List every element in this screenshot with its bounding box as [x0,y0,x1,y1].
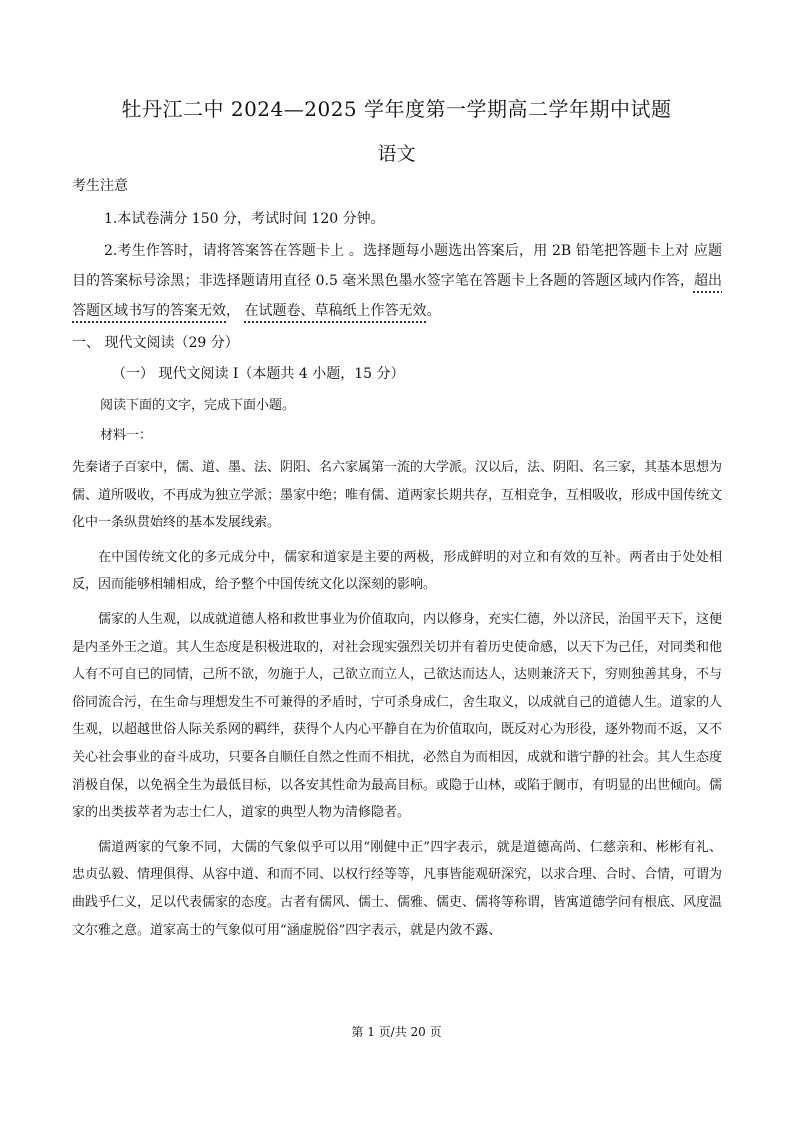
passage-paragraph: 先秦诸子百家中，儒、道、墨、法、阴阳、名六家属第一流的大学派。汉以后，法、阴阳、名三家，其基本思想为儒、道所吸收，不再成为独立学派；墨家中绝；唯有儒、道两家长期共存，互相竞争，互相吸收，形成中国传统文化中一条纵贯始终的基本发展线索。 [72,460,723,531]
emphasis-invalid-draft: 在试题卷、草稿纸上作答无效 [244,303,427,319]
notice-heading: 考生注意 [72,178,128,194]
reading-instruction: 阅读下面的文字，完成下面小题。 [100,398,296,413]
section-heading: 一、 现代文阅读（29 分） [72,335,239,351]
subject-title: 语文 [377,143,416,165]
notice-item-1: 1.本试卷满分 150 分，考试时间 120 分钟。 [104,211,385,227]
subsection-heading: （一） 现代文阅读 I（本题共 4 小题，15 分） [112,366,405,382]
notice-item-2-text: 2.考生作答时，请将答案答在答题卡上 。选择题每小题选出答案后，用 2B 铅笔把答题卡上对 应题目的答案标号涂黑；非选择题请用直径 0.5 毫米黑色墨水签字笔在答题卡上各题的答题区域内作答， [72,243,722,289]
notice-end: 。 [426,303,441,319]
exam-title: 牡丹江二中 2024—2025 学年度第一学期高二学年期中试题 [121,97,672,121]
passage-paragraph: 在中国传统文化的多元成分中，儒家和道家是主要的两极，形成鲜明的对立和有效的互补。两者由于处处相反，因而能够相辅相成，给予整个中国传统文化以深刻的影响。 [72,549,722,593]
notice-separator: ， [226,303,245,319]
reading-passage [72,454,722,944]
emphasis-invalid-area: 超出答题区域书写的答案无效 [72,273,723,319]
passage-paragraph: 儒家的人生观，以成就道德人格和救世事业为价值取向，内以修身，充实仁德，外以济民，治国平天下，这便是内圣外王之道。其人生态度是积极进取的，对社会现实强烈关切并有着历史使命感，以天下为己任，对同类和他人有不可自已的同情，己所不欲，勿施于人，己欲立而立人，己欲达而达人，达则兼济天下，穷则独善其身，不与俗同流合污，在生命与理想发生不可兼得的矛盾时，宁可杀身成仁，舍生取义，以成就自己的道德人生。道家的人生观，以超越世俗人际关系网的羁绊，获得个人内心平静自在为价值取向，既反对心为形役，逐外物而不返，又不关心社会事业的奋斗成功，只要各自顺任自然之性而不相扰，必然自为而相因，成就和谐宁静的社会。其人生态度消极自保，以免祸全生为最低目标，以各安其性命为最高目标。或隐于山林，或陷于阛市，有明显的出世倾向。儒家的出类拔萃者为志士仁人，道家的典型人物为清修隐者。 [72,611,723,821]
notice-item-2 [72,236,722,326]
passage-paragraph: 儒道两家的气象不同，大儒的气象似乎可以用“刚健中正”四字表示，就是道德高尚、仁慈亲和、彬彬有礼、忠贞弘毅、情理俱得、从容中道、和而不同、以权行经等等，凡事皆能观研深究，以求合理、合时、合情，可谓为曲践乎仁义，足以代表儒家的态度。古者有儒风、儒士、儒雅、儒吏、儒将等称谓，皆寓道德学问有根底、风度温文尔雅之意。道家高士的气象似可用“涵虚脱俗”四字表示，就是内敛不露、 [72,839,723,938]
material-label: 材料一： [100,428,153,443]
page-number: 第 1 页/共 20 页 [351,1025,442,1039]
